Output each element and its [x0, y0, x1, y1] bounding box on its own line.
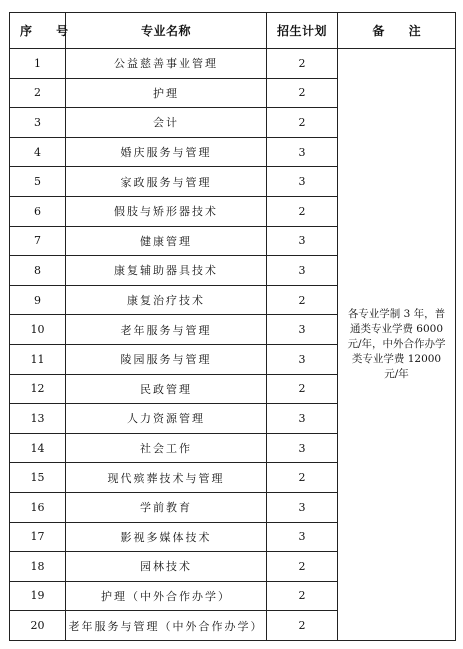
- row-serial-number: 19: [10, 581, 66, 611]
- row-enrollment-plan: 2: [267, 611, 338, 641]
- row-major-name: 家政服务与管理: [66, 167, 267, 197]
- row-enrollment-plan: 2: [267, 581, 338, 611]
- row-enrollment-plan: 3: [267, 433, 338, 463]
- row-serial-number: 14: [10, 433, 66, 463]
- row-major-name: 护理（中外合作办学）: [66, 581, 267, 611]
- row-major-name: 人力资源管理: [66, 404, 267, 434]
- row-serial-number: 7: [10, 226, 66, 256]
- row-major-name: 婚庆服务与管理: [66, 137, 267, 167]
- row-major-name: 假肢与矫形器技术: [66, 196, 267, 226]
- row-major-name: 老年服务与管理（中外合作办学）: [66, 611, 267, 641]
- header-serial-number: 序 号: [10, 13, 66, 49]
- row-enrollment-plan: 3: [267, 137, 338, 167]
- row-serial-number: 8: [10, 256, 66, 286]
- header-enrollment-plan: 招生计划: [267, 13, 338, 49]
- row-enrollment-plan: 2: [267, 285, 338, 315]
- row-serial-number: 10: [10, 315, 66, 345]
- row-serial-number: 12: [10, 374, 66, 404]
- row-serial-number: 4: [10, 137, 66, 167]
- row-serial-number: 11: [10, 344, 66, 374]
- row-enrollment-plan: 2: [267, 78, 338, 108]
- row-enrollment-plan: 3: [267, 167, 338, 197]
- row-enrollment-plan: 2: [267, 49, 338, 79]
- row-major-name: 社会工作: [66, 433, 267, 463]
- row-major-name: 康复治疗技术: [66, 285, 267, 315]
- row-serial-number: 6: [10, 196, 66, 226]
- remarks-cell: 各专业学制 3 年，普通类专业学费 6000 元/年，中外合作办学类专业学费 12000 元/年: [338, 49, 456, 641]
- table-header-row: [10, 13, 456, 49]
- row-enrollment-plan: 2: [267, 374, 338, 404]
- row-enrollment-plan: 2: [267, 463, 338, 493]
- row-major-name: 公益慈善事业管理: [66, 49, 267, 79]
- row-enrollment-plan: 3: [267, 226, 338, 256]
- row-major-name: 园林技术: [66, 552, 267, 582]
- row-enrollment-plan: 3: [267, 315, 338, 345]
- row-serial-number: 15: [10, 463, 66, 493]
- enrollment-plan-table: [9, 12, 456, 641]
- row-enrollment-plan: 3: [267, 256, 338, 286]
- row-enrollment-plan: 3: [267, 522, 338, 552]
- row-serial-number: 5: [10, 167, 66, 197]
- row-serial-number: 17: [10, 522, 66, 552]
- header-remarks: 备 注: [338, 13, 456, 49]
- row-major-name: 学前教育: [66, 492, 267, 522]
- row-major-name: 护理: [66, 78, 267, 108]
- row-enrollment-plan: 2: [267, 108, 338, 138]
- row-major-name: 陵园服务与管理: [66, 344, 267, 374]
- row-major-name: 会计: [66, 108, 267, 138]
- row-serial-number: 1: [10, 49, 66, 79]
- row-serial-number: 3: [10, 108, 66, 138]
- row-major-name: 影视多媒体技术: [66, 522, 267, 552]
- table-body: [10, 49, 456, 641]
- row-major-name: 康复辅助器具技术: [66, 256, 267, 286]
- row-major-name: 民政管理: [66, 374, 267, 404]
- row-serial-number: 9: [10, 285, 66, 315]
- header-major-name: 专业名称: [66, 13, 267, 49]
- row-serial-number: 18: [10, 552, 66, 582]
- table-row: [10, 49, 456, 79]
- row-serial-number: 20: [10, 611, 66, 641]
- row-enrollment-plan: 3: [267, 344, 338, 374]
- row-major-name: 现代殡葬技术与管理: [66, 463, 267, 493]
- row-enrollment-plan: 3: [267, 404, 338, 434]
- row-enrollment-plan: 3: [267, 492, 338, 522]
- row-major-name: 健康管理: [66, 226, 267, 256]
- row-enrollment-plan: 2: [267, 552, 338, 582]
- row-serial-number: 16: [10, 492, 66, 522]
- row-serial-number: 13: [10, 404, 66, 434]
- row-major-name: 老年服务与管理: [66, 315, 267, 345]
- row-enrollment-plan: 2: [267, 196, 338, 226]
- enrollment-plan-sheet: [9, 12, 455, 641]
- row-serial-number: 2: [10, 78, 66, 108]
